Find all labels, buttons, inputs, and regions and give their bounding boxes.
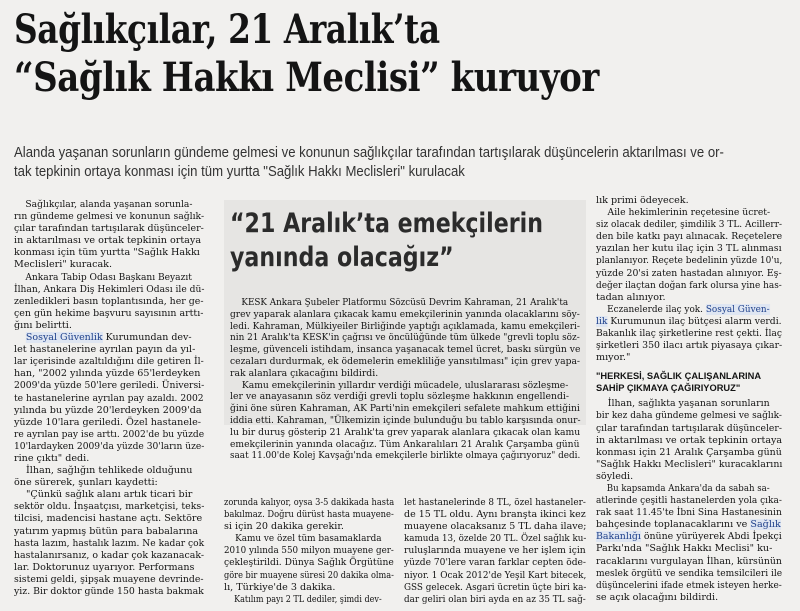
text-line: iddia etti. Kahraman, "Ülkemizin içinde bulunduğu bu tablo karşısında onur-: [230, 414, 581, 426]
text-line: yazılan her kutu ilaç için 3 TL alınması: [596, 243, 782, 255]
pull-quote-line-1: “21 Aralık’ta emekçilerin: [230, 208, 544, 239]
text-line: İlhan, Ankara Diş Hekimleri Odası ile dü-: [14, 283, 205, 295]
deck-line: tak tepkinin ortaya konması için tüm yurtta "Sağlık Hakkı Meclisleri" kurulacak: [14, 164, 465, 180]
text-line: emekçilerinin yanında olacağız. Tüm Ankaralıları 21 Aralık Çarşamba günü: [230, 438, 580, 450]
text-line: let hastanelerine ayrılan payın da yıl-: [14, 344, 196, 356]
text-line: lu bir duruş gösterip 21 Aralık'ta grev yaparak alanlara çıkacak olan kamu: [230, 426, 581, 438]
text-line: grev yaparak alanlara çıkacak kamu emekçilerinin yanında olacaklarını söy-: [230, 308, 580, 320]
text-line: KESK Ankara Şubeler Platformu Sözcüsü Devrim Kahraman, 21 Aralık'ta: [241, 297, 569, 308]
text-line: ğını belirtti.: [14, 319, 72, 331]
text-line: ler ve anayasanın söz verdiği grevli toplu sözleşme hakkının engellendi-: [230, 391, 570, 403]
text-line: ruluşlarında muayene ve her işlem için: [404, 545, 586, 557]
text-line: Sağlıkçılar, alanda yaşanan sorunla-: [25, 199, 193, 210]
text-line: planlanıyor. Reçete bedelinin yüzde 10'u,: [596, 255, 783, 267]
highlighted-term: Sağlık: [750, 519, 781, 531]
text-line: değer ilaçtan doğan fark olursa yine has-: [596, 279, 782, 291]
text-line: bir kez daha gündeme gelmesi ve sağlık-: [596, 410, 782, 422]
text-line: bakılmaz. Doğru dürüst hasta muayene-: [224, 509, 394, 521]
text-line: Bakanlık ilaç şirketlerine rest çekti. İlaç: [596, 328, 782, 340]
text-line: "Çünkü sağlık alanı artık ticari bir: [26, 489, 193, 501]
text-line: Kamu ve özel tüm basamaklarda: [235, 533, 382, 545]
text-line: rine çıktı" dedi.: [14, 452, 90, 464]
text-line: lik Kurumunun ilaç bütçesi alarm verdi.: [596, 315, 782, 327]
text-line: zenledikleri basın toplantısında, her ge-: [14, 295, 204, 307]
text-line: Kamu emekçilerinin yıllardır verdiği mücadele, uluslararası sözleşme-: [241, 379, 569, 391]
deck-line: Alanda yaşanan sorunların gündeme gelmesi ve konunun sağlıkçılar tarafından tartışılarak düşüncelerin aktarılması ve or-: [14, 145, 724, 161]
text-line: yüzde 70'lere varan farklar cepten öde-: [404, 557, 587, 569]
text-line: İlhan, sağlıkta yaşanan sorunların: [607, 398, 770, 410]
text-line: 10'lardayken 2009'da yüzde 30'ların üze-: [14, 440, 205, 452]
text-line: çen gün hekime başvuru sayısının arttı-: [14, 307, 204, 319]
text-line: sektör oldu. İnşaatçısı, marketçisi, teks-: [14, 501, 205, 513]
text-line: konması için 21 Aralık Çarşamba günü: [596, 446, 782, 458]
text-line: lı, Türkiye'de 3 dakika.: [224, 581, 336, 593]
column-4-top: [596, 195, 782, 364]
text-line: Sosyal Güvenlik Kurumundan dev-: [25, 332, 192, 344]
text-line: in aktarılması ve ortak tepkinin ortaya: [14, 235, 202, 247]
text-line: rın gündeme gelmesi ve konunun sağlık-: [14, 211, 205, 223]
column-3: [404, 497, 586, 606]
text-line: Eczanelerde ilaç yok. Sosyal Güven-: [607, 303, 770, 315]
text-line: çekleştirildi. Dünya Sağlık Örgütüne: [224, 557, 394, 569]
text-line: Meclisleri" kuracak.: [14, 259, 113, 271]
text-line: let hastanelerinde 8 TL, özel hastaneler-: [404, 497, 586, 508]
text-line: GSS gelecek. Asgari ücretin üçte biri ka-: [404, 581, 587, 593]
text-line: bahçesinde toplanacaklarını ve Sağlık: [596, 519, 781, 531]
text-line: rak saat 11.45'te İbni Sina Hastanesinin: [596, 507, 782, 519]
text-line: yatırım yapmış bütün para babalarına: [14, 525, 199, 537]
text-line: öne sürerek, şunları kaydetti:: [14, 477, 158, 489]
text-line: lık primi ödeyecek.: [596, 195, 689, 206]
text-line: konması için tüm yurtta "Sağlık Hakkı: [14, 247, 200, 259]
text-line: Parkı'nda "Sağlık Hakkı Meclisi" ku-: [596, 543, 773, 555]
subheading: [596, 370, 782, 394]
text-line: racaklarını vurgulayan İlhan, kürsünün: [596, 555, 782, 567]
text-line: ledi. Kahraman, Mülkiyeiler Birliğinde yaptığı açıklamada, kamu emekçileri-: [230, 320, 580, 332]
text-line: niyor. 1 Ocak 2012'de Yeşil Kart bitecek,: [404, 569, 587, 581]
text-line: in aktarılması ve ortak tepkinin ortaya: [596, 434, 783, 446]
text-line: yüzde 20'si zaten hastadan alınıyor. Eş-: [596, 267, 782, 279]
quote-body: [230, 297, 580, 462]
highlighted-term: Bakanlığı: [596, 531, 641, 543]
text-line: cezaları durdurmak, ek ödemelerin emekliliğe yansıtılması" için grev yapa-: [230, 355, 581, 367]
text-line: se açık olacağını bildirdi.: [596, 591, 719, 603]
text-line: İlhan, sağlığın tehlikede olduğunu: [26, 465, 193, 477]
text-line: saat 11.00'de Kolej Kavşağı'nda emekçilerle birlikte olmaya çağırıyoruz" dedi.: [230, 450, 581, 462]
text-line: leşme, güvenceli istihdam, insanca yaşanacak temel ücret, baskı sürgün ve: [230, 344, 581, 356]
text-line: ğini öne süren Kahraman, AK Parti'nin emekçileri sefalete mahkum ettiğini: [230, 403, 580, 415]
text-line: zorunda kalıyor, oysa 3-5 dakikada hasta: [224, 497, 395, 508]
text-line: dar geliri olan biri ayda en az 35 TL sağ-: [404, 593, 586, 605]
text-line: çılar tarafından tartışılarak düşünceler-: [14, 223, 204, 235]
headline-line-2: “Sağlık Hakkı Meclisi” kuruyor: [14, 54, 599, 101]
text-line: şirketleri 350 ilacı artık piyasaya çıkar-: [596, 340, 783, 352]
text-line: kamuda 13, özelde 20 TL. Özel sağlık ku-: [404, 533, 587, 545]
text-line: "Sağlık Hakkı Meclisleri" kuracaklarını: [596, 458, 783, 470]
text-line: meslek örgütü ve sendika temsilcileri ile: [596, 567, 783, 579]
text-line: atlerinde çeşitli hastanelerden yola çıka-: [596, 495, 782, 507]
text-line: muayene olacaksanız 5 TL daha ilave;: [404, 521, 587, 533]
text-line: te hastanelerine ayrılan pay azaldı. 2002: [14, 392, 204, 404]
text-line: re ayrılan pay ise arttı. 2002'de bu yüzde: [14, 428, 205, 440]
text-line: Bakanlığı önüne yürüyerek Abdi İpekçi: [596, 531, 782, 543]
column-1: [14, 199, 204, 598]
text-line: tadan alınıyor.: [596, 291, 666, 303]
text-line: düşüncelerini ifade etmek isteyen herke-: [596, 579, 782, 591]
text-line: Aile hekimlerinin reçetesine ücret-: [607, 207, 771, 219]
text-line: Ankara Tabip Odası Başkanı Beyazıt: [25, 271, 192, 283]
text-line: han, "2002 yılında yüzde 65'lerdeyken: [14, 368, 201, 380]
text-line: çılar tarafından tartışılarak düşünceler-: [596, 422, 782, 434]
text-line: hastalanırsanız, o kadar çok kazanacak-: [14, 549, 205, 561]
text-line: si için 20 dakika gerekir.: [224, 521, 344, 533]
text-line: Bu kapsamda Ankara'da da sabah sa-: [606, 482, 770, 494]
highlighted-term: Sosyal Güven-: [705, 303, 770, 315]
text-line: tilcisi, madencisi hastane açtı. Sektöre: [14, 513, 203, 525]
text-line: nin 21 Aralık'ta KESK'in çağrısı ve öncülüğünde tüm ülkede "grevli toplu söz-: [230, 332, 580, 344]
text-line: mıyor.": [596, 352, 631, 364]
text-line: sistemi geldi, şipşak muayene devrinde-: [14, 573, 204, 585]
column-2: [224, 497, 394, 606]
column-4-bottom: [596, 398, 782, 604]
text-line: yiz. Bir doktor günde 150 hasta bakmak: [14, 586, 204, 597]
text-line: göre bir muayene süresi 20 dakika olma-: [224, 569, 394, 581]
pull-quote-line-2: yanında olacağız”: [230, 242, 454, 273]
text-line: 2009'da yüzde 50'lere geriledi. Üniversi-: [14, 380, 205, 392]
highlighted-term: Sosyal Güvenlik: [25, 332, 103, 344]
column-4: [596, 195, 782, 604]
text-line: hasta lazım, hastalık lazım. Ne kadar çok: [14, 537, 205, 549]
text-line: söyledi.: [596, 470, 634, 482]
text-line: yılında bu yüzde 20'lerdeyken 2009'da: [14, 404, 202, 416]
text-line: 2010 yılında 550 milyon muayene ger-: [224, 545, 394, 557]
text-line: lar. Doktorunuz uyarıyor. Performans: [14, 561, 195, 573]
text-line: siz olacak dediler, şimdilik 3 TL. Acillerr-: [596, 219, 783, 231]
headline-line-1: Sağlıkçılar, 21 Aralık’ta: [14, 6, 440, 53]
highlighted-term: lik: [596, 315, 608, 327]
text-line: yüzde 10'lara geriledi. Özel hastanele-: [14, 416, 201, 428]
deck: [14, 144, 784, 182]
subheading-line: SAHİP ÇIKMAYA ÇAĞIRIYORUZ": [596, 383, 741, 394]
text-line: Katılım payı 2 TL dediler, şimdi dev-: [234, 593, 382, 605]
text-line: lar içerisinde azaltıldığını dile getiren İl-: [14, 356, 204, 368]
text-line: rak alanlara çıkacağını bildirdi.: [230, 367, 379, 379]
text-line: de 15 TL oldu. Aynı branşta ikinci kez: [404, 509, 586, 521]
subheading-line: "HERKESİ, SAĞLIK ÇALIŞANLARINA: [596, 371, 762, 382]
text-line: den bile katkı payı alınacak. Reçetelere: [596, 231, 783, 243]
